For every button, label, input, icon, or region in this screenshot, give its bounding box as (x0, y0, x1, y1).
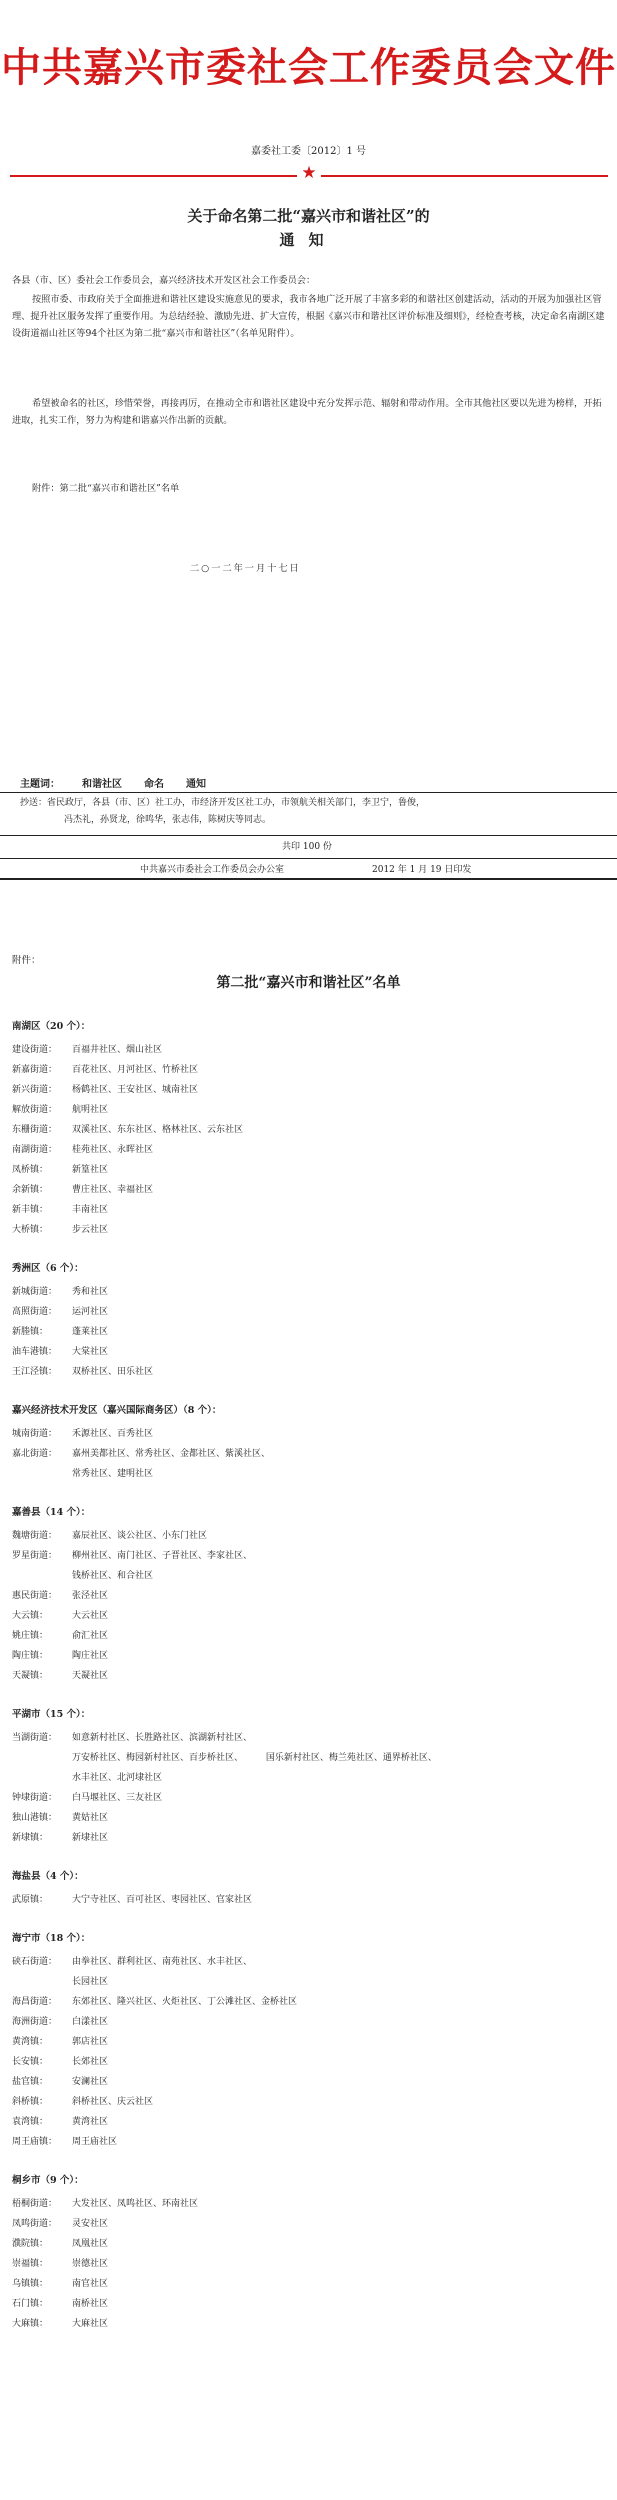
subject-term: 命名 (144, 779, 164, 790)
community-names: 俞汇社区 (72, 1631, 109, 1641)
cc-label: 抄送： (20, 798, 48, 808)
community-names: 黄姑社区 (72, 1813, 109, 1823)
place-name: 惠民街道： (12, 1591, 58, 1601)
list-item (12, 1200, 612, 1220)
list-item (12, 2214, 612, 2234)
community-names: 丰南社区 (72, 1205, 109, 1215)
place-name: 高照街道： (12, 1307, 58, 1317)
subject-label: 主题词： (20, 779, 60, 790)
list-item (12, 1342, 612, 1362)
list-item (12, 2254, 612, 2274)
place-name: 凤桥镇： (12, 1165, 49, 1175)
print-office: 中共嘉兴市委社会工作委员会办公室 (140, 865, 285, 875)
place-name: 当湖街道： (12, 1733, 58, 1743)
place-name: 钟埭街道： (12, 1793, 58, 1803)
list-item (12, 2052, 612, 2072)
district-name: 南湖区（20 个）： (12, 1021, 91, 1032)
district-section (12, 1706, 612, 1848)
place-name: 濮院镇： (12, 2239, 49, 2249)
list-item (12, 1180, 612, 1200)
community-names: 张泾社区 (72, 1591, 109, 1601)
place-name: 武原镇： (12, 1895, 49, 1905)
list-item (12, 1060, 612, 1080)
list-item (12, 1890, 612, 1910)
district-name: 嘉兴经济技术开发区（嘉兴国际商务区）（8 个）： (12, 1405, 222, 1416)
place-name: 大云镇： (12, 1611, 49, 1621)
place-name: 解放街道： (12, 1105, 58, 1115)
community-names: 大发社区、凤鸣社区、环南社区 (72, 2199, 199, 2209)
document-number: 嘉委社工委〔2012〕1 号 (251, 146, 366, 157)
community-names: 南桥社区 (72, 2299, 109, 2309)
subject-terms (20, 775, 228, 790)
community-names: 步云社区 (72, 1225, 109, 1235)
attachment-title: 第二批“嘉兴市和谐社区”名单 (216, 975, 401, 991)
list-item (12, 2234, 612, 2254)
list-item (12, 1282, 612, 1302)
district-name: 海宁市（18 个）： (12, 1933, 91, 1944)
community-names: 东郊社区、隆兴社区、火炬社区、丁公滩社区、金桥社区 (72, 1997, 298, 2007)
red-divider-right (321, 175, 608, 177)
place-name: 新嘉街道： (12, 1065, 58, 1075)
list-item (12, 2012, 612, 2032)
place-name: 梧桐街道： (12, 2199, 58, 2209)
community-names: 运河社区 (72, 1307, 109, 1317)
community-names: 柳州社区、南门社区、子晋社区、李家社区、 (72, 1551, 253, 1561)
list-item (12, 2132, 612, 2152)
community-names: 如意新村社区、长胜路社区、滨湖新村社区、 (72, 1733, 253, 1743)
list-item (12, 2032, 612, 2052)
notice-title-word: 通知 (279, 231, 338, 249)
list-item (12, 2072, 612, 2092)
community-names: 陶庄社区 (72, 1651, 109, 1661)
community-names: 杨鹤社区、王安社区、城南社区 (72, 1085, 199, 1095)
place-name: 长安镇： (12, 2057, 49, 2067)
district-section (12, 1868, 612, 1910)
list-item (12, 1788, 612, 1808)
list-item (12, 1424, 612, 1444)
community-names: 安澜社区 (72, 2077, 109, 2087)
community-names: 百福井社区、烟山社区 (72, 1045, 163, 1055)
addressee: 各县（市、区）委社会工作委员会，嘉兴经济技术开发区社会工作委员会： (12, 275, 316, 286)
list-item (12, 1040, 612, 1060)
community-names: 崇德社区 (72, 2259, 109, 2269)
list-item (12, 1100, 612, 1120)
list-item (12, 2112, 612, 2132)
place-name: 海洲街道： (12, 2017, 58, 2027)
community-names: 蓬莱社区 (72, 1327, 109, 1337)
notice-title: 关于命名第二批“嘉兴市和谐社区”的 (187, 207, 430, 225)
community-names: 秀和社区 (72, 1287, 109, 1297)
place-name: 王江泾镇： (12, 1367, 58, 1377)
district-section (12, 1402, 612, 1484)
place-name: 新塍镇： (12, 1327, 49, 1337)
community-names: 郭店社区 (72, 2037, 109, 2047)
issue-date: 二○一二年一月十七日 (190, 563, 301, 574)
district-section (12, 1018, 612, 1240)
cc-line: 省民政厅，各县（市、区）社工办，市经济开发区社工办，市领航关相关部门，李卫宁，鲁俊， (47, 798, 426, 808)
community-names: 白漾社区 (72, 2017, 109, 2027)
community-names: 周王庙社区 (72, 2137, 118, 2147)
community-names: 双桥社区、田乐社区 (72, 1367, 154, 1377)
community-names: 桂苑社区、永晖社区 (72, 1145, 154, 1155)
district-section (12, 2172, 612, 2334)
district-section (12, 1930, 612, 2152)
place-name: 石门镇： (12, 2299, 49, 2309)
place-name: 大麻镇： (12, 2319, 49, 2329)
list-item (12, 1828, 612, 1848)
place-name: 罗星街道： (12, 1551, 58, 1561)
place-name: 新城街道： (12, 1287, 58, 1297)
place-name: 海昌街道： (12, 1997, 58, 2007)
community-names-continued: 长园社区 (72, 1977, 109, 1987)
list-item (12, 1646, 612, 1666)
place-name: 周王庙镇： (12, 2137, 58, 2147)
community-names: 航明社区 (72, 1105, 109, 1115)
subject-term: 和谐社区 (82, 779, 122, 790)
list-item (12, 1606, 612, 1626)
list-item (12, 1302, 612, 1322)
place-name: 油车港镇： (12, 1347, 58, 1357)
list-item (12, 1808, 612, 1828)
star-icon: ★ (301, 163, 317, 183)
place-name: 凤鸣街道： (12, 2219, 58, 2229)
community-names: 大云社区 (72, 1611, 109, 1621)
community-names-continued: 钱桥社区、和合社区 (72, 1571, 154, 1581)
list-item (12, 1526, 612, 1546)
place-name: 城南街道： (12, 1429, 58, 1439)
community-names: 嘉辰社区、谈公社区、小东门社区 (72, 1531, 208, 1541)
list-item (12, 1586, 612, 1606)
community-names: 南官社区 (72, 2279, 109, 2289)
community-names: 长郊社区 (72, 2057, 109, 2067)
list-item (12, 1140, 612, 1160)
community-names: 百花社区、月河社区、竹桥社区 (72, 1065, 199, 1075)
place-name: 新丰镇： (12, 1205, 49, 1215)
community-names-continued: 常秀社区、建明社区 (72, 1469, 154, 1479)
district-name: 秀洲区（6 个）： (12, 1263, 84, 1274)
list-item (12, 1322, 612, 1342)
list-item (12, 1992, 612, 2012)
place-name: 黄湾镇： (12, 2037, 49, 2047)
list-item (12, 1952, 612, 1972)
place-name: 建设街道： (12, 1045, 58, 1055)
community-names-continued: 万安桥社区、梅园新村社区、百步桥社区、 国乐新村社区、梅兰苑社区、通界桥社区、 水丰社区、北河埭社区 (72, 1753, 437, 1783)
subject-term: 通知 (186, 779, 206, 790)
district-section (12, 1260, 612, 1382)
place-name: 东栅街道： (12, 1125, 58, 1135)
place-name: 南湖街道： (12, 1145, 58, 1155)
list-item (12, 2274, 612, 2294)
district-name: 嘉善县（14 个）： (12, 1507, 91, 1518)
place-name: 天凝镇： (12, 1671, 49, 1681)
footer-rule-top (0, 792, 617, 793)
community-names: 双溪社区、东东社区、格林社区、云东社区 (72, 1125, 244, 1135)
community-names: 新埭社区 (72, 1833, 109, 1843)
list-item (12, 1546, 612, 1566)
community-names: 禾源社区、百秀社区 (72, 1429, 154, 1439)
community-names: 大棠社区 (72, 1347, 109, 1357)
list-item (12, 1626, 612, 1646)
place-name: 姚庄镇： (12, 1631, 49, 1641)
place-name: 乌镇镇： (12, 2279, 49, 2289)
place-name: 硖石街道： (12, 1957, 58, 1967)
place-name: 斜桥镇： (12, 2097, 49, 2107)
notice-paragraph-2: 希望被命名的社区，珍惜荣誉，再接再厉，在推动全市和谐社区建设中充分发挥示范、辐射和带动作用。全市其他社区要以先进为榜样，开拓进取，扎实工作，努力为构建和谐嘉兴作出新的贡献。 (12, 398, 602, 426)
masthead-title: 中共嘉兴市委社会工作委员会文件 (1, 44, 616, 91)
community-names: 斜桥社区、庆云社区 (72, 2097, 154, 2107)
list-item (12, 1666, 612, 1686)
attachment-reference: 附件：第二批“嘉兴市和谐社区”名单 (32, 483, 180, 494)
community-names: 大宁寺社区、百可社区、枣园社区、官家社区 (72, 1895, 253, 1905)
footer-rule-mid (0, 835, 617, 836)
district-name: 桐乡市（9 个）： (12, 2175, 84, 2186)
cc-line: 冯杰礼，孙贤龙，徐鸣华，张志伟，陈树庆等同志。 (64, 815, 272, 825)
print-date: 2012 年 1 月 19 日印发 (372, 865, 472, 875)
district-section (12, 1504, 612, 1686)
list-item (12, 1080, 612, 1100)
list-item (12, 1728, 612, 1748)
community-names: 灵安社区 (72, 2219, 109, 2229)
list-item (12, 2194, 612, 2214)
place-name: 魏塘街道： (12, 1531, 58, 1541)
community-names: 天凝社区 (72, 1671, 109, 1681)
place-name: 新兴街道： (12, 1085, 58, 1095)
place-name: 袁湾镇： (12, 2117, 49, 2127)
community-list (12, 1018, 612, 2354)
list-item (12, 1362, 612, 1382)
community-names: 曹庄社区、幸福社区 (72, 1185, 154, 1195)
list-item (12, 1120, 612, 1140)
place-name: 陶庄镇： (12, 1651, 49, 1661)
notice-paragraph-1: 按照市委、市政府关于全面推进和谐社区建设实施意见的要求，我市各地广泛开展了丰富多彩的和谐社区创建活动，活动的开展为加强社区管理、提升社区服务发挥了重要作用。为总结经验、激励先进、扩大宣传，根据《嘉兴市和谐社区评价标准及细则》，经检查考核，决定命名南湖区建设街道福山社区等94个社区为第二批“嘉兴市和谐社区”（名单见附件）。 (12, 294, 605, 339)
community-names: 凤凰社区 (72, 2239, 109, 2249)
place-name: 嘉北街道： (12, 1449, 58, 1459)
community-names: 新篁社区 (72, 1165, 109, 1175)
community-names: 白马堰社区、三友社区 (72, 1793, 163, 1803)
list-item (12, 1160, 612, 1180)
community-names: 黄湾社区 (72, 2117, 109, 2127)
district-name: 平湖市（15 个）： (12, 1709, 91, 1720)
list-item (12, 1444, 612, 1464)
list-item (12, 2092, 612, 2112)
place-name: 大桥镇： (12, 1225, 49, 1235)
community-names: 嘉州美都社区、常秀社区、金都社区、紫溪社区、 (72, 1449, 271, 1459)
place-name: 盐官镇： (12, 2077, 49, 2087)
list-item (12, 1220, 612, 1240)
place-name: 独山港镇： (12, 1813, 58, 1823)
list-item (12, 2314, 612, 2334)
place-name: 余新镇： (12, 1185, 49, 1195)
attachment-label: 附件： (12, 955, 41, 966)
cc-list (20, 795, 610, 829)
place-name: 新埭镇： (12, 1833, 49, 1843)
list-item (12, 2294, 612, 2314)
footer-rule-mid2 (0, 858, 617, 859)
place-name: 崇福镇： (12, 2259, 49, 2269)
copies-count: 共印 100 份 (282, 842, 332, 852)
red-divider-left (10, 175, 297, 177)
district-name: 海盐县（4 个）： (12, 1871, 84, 1882)
community-names: 大麻社区 (72, 2319, 109, 2329)
footer-rule-bottom (0, 878, 617, 880)
community-names: 由拳社区、群利社区、南苑社区、水丰社区、 (72, 1957, 253, 1967)
